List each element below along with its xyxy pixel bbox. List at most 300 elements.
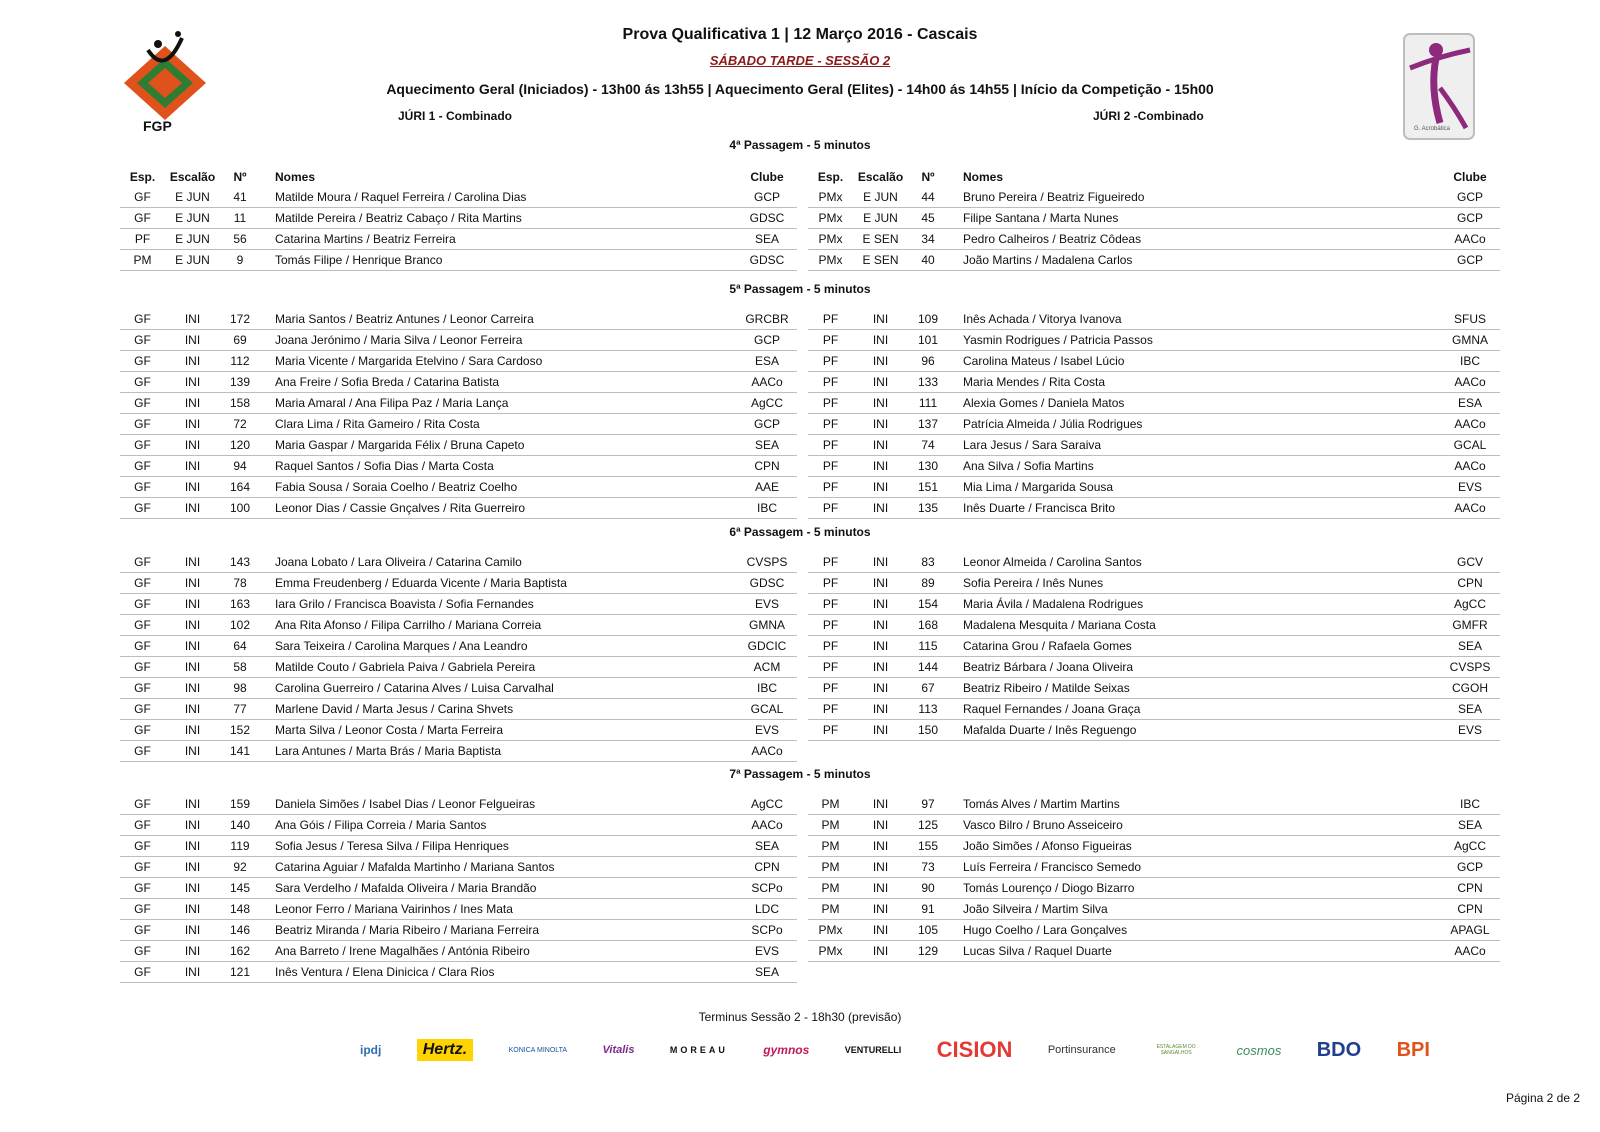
escalao-cell: INI (165, 899, 220, 920)
escalao-cell: INI (853, 414, 908, 435)
club-cell: LDC (737, 899, 797, 920)
escalao-cell: INI (853, 657, 908, 678)
names-cell: Maria Mendes / Rita Costa (948, 372, 1440, 393)
names-cell: Patrícia Almeida / Júlia Rodrigues (948, 414, 1440, 435)
section-title-7: 7ª Passagem - 5 minutos (729, 767, 871, 781)
club-cell: ESA (1440, 393, 1500, 414)
table-row (808, 878, 1500, 899)
escalao-cell: INI (853, 941, 908, 962)
club-cell: AACo (737, 815, 797, 836)
table-header-row (808, 167, 1500, 187)
club-cell: SFUS (1440, 309, 1500, 330)
club-cell: GCV (1440, 552, 1500, 573)
names-cell: Raquel Santos / Sofia Dias / Marta Costa (260, 456, 737, 477)
column-header-clube: Clube (750, 170, 784, 184)
names-cell: Bruno Pereira / Beatriz Figueiredo (948, 187, 1440, 208)
column-header-nomes: Nomes (963, 170, 1004, 184)
names-cell: Lucas Silva / Raquel Duarte (948, 941, 1440, 962)
club-cell: SCPo (737, 920, 797, 941)
number-cell: 159 (220, 794, 260, 815)
table-row (808, 552, 1500, 573)
names-cell: Ana Freire / Sofia Breda / Catarina Batista (260, 372, 737, 393)
escalao-cell: INI (853, 720, 908, 741)
number-cell: 64 (220, 636, 260, 657)
number-cell: 83 (908, 552, 948, 573)
table-row (808, 456, 1500, 477)
table-row (808, 857, 1500, 878)
sponsor-logo: VENTURELLI (844, 1045, 902, 1055)
table-row (808, 414, 1500, 435)
escalao-cell: INI (165, 941, 220, 962)
number-cell: 135 (908, 498, 948, 519)
club-cell: EVS (737, 720, 797, 741)
escalao-cell: INI (853, 435, 908, 456)
club-cell: EVS (1440, 720, 1500, 741)
table-row (808, 208, 1500, 229)
escalao-cell: INI (165, 594, 220, 615)
club-cell: EVS (1440, 477, 1500, 498)
number-cell: 90 (908, 878, 948, 899)
number-cell: 77 (220, 699, 260, 720)
sponsor-logo: ipdj (360, 1043, 382, 1057)
escalao-cell: INI (165, 477, 220, 498)
esp-cell: PF (808, 351, 853, 372)
escalao-cell: INI (165, 857, 220, 878)
number-cell: 112 (220, 351, 260, 372)
number-cell: 146 (220, 920, 260, 941)
number-cell: 109 (908, 309, 948, 330)
esp-cell: PF (808, 330, 853, 351)
names-cell: Matilde Couto / Gabriela Paiva / Gabriela Pereira (260, 657, 737, 678)
acrobatic-gymnastics-logo (1400, 28, 1480, 143)
esp-cell: PF (808, 657, 853, 678)
names-cell: Ana Rita Afonso / Filipa Carrilho / Mariana Correia (260, 615, 737, 636)
names-cell: Sofia Pereira / Inês Nunes (948, 573, 1440, 594)
esp-cell: GF (120, 657, 165, 678)
number-cell: 56 (220, 229, 260, 250)
sponsor-logo: Hertz. (417, 1039, 473, 1061)
esp-cell: GF (120, 941, 165, 962)
club-cell: GCP (1440, 250, 1500, 271)
escalao-cell: INI (853, 330, 908, 351)
sponsor-logo: BPI (1396, 1038, 1430, 1061)
table-row (120, 741, 797, 762)
esp-cell: GF (120, 456, 165, 477)
number-cell: 125 (908, 815, 948, 836)
number-cell: 96 (908, 351, 948, 372)
club-cell: SEA (1440, 699, 1500, 720)
escalao-cell: INI (853, 477, 908, 498)
esp-cell: PF (808, 678, 853, 699)
table-row (120, 435, 797, 456)
column-header-escalao: Escalão (169, 170, 216, 184)
club-cell: AACo (1440, 941, 1500, 962)
esp-cell: GF (120, 962, 165, 983)
number-cell: 91 (908, 899, 948, 920)
club-cell: CGOH (1440, 678, 1500, 699)
number-cell: 98 (220, 678, 260, 699)
esp-cell: PF (808, 309, 853, 330)
table-row (120, 636, 797, 657)
esp-cell: PM (808, 836, 853, 857)
table-row (120, 920, 797, 941)
names-cell: Matilde Moura / Raquel Ferreira / Carolina Dias (260, 187, 737, 208)
escalao-cell: E JUN (165, 187, 220, 208)
escalao-cell: INI (853, 699, 908, 720)
escalao-cell: INI (165, 498, 220, 519)
escalao-cell: INI (853, 636, 908, 657)
number-cell: 155 (908, 836, 948, 857)
table-row (808, 477, 1500, 498)
number-cell: 168 (908, 615, 948, 636)
number-cell: 100 (220, 498, 260, 519)
esp-cell: GF (120, 857, 165, 878)
escalao-cell: INI (165, 309, 220, 330)
number-cell: 41 (220, 187, 260, 208)
number-cell: 139 (220, 372, 260, 393)
names-cell: Carolina Mateus / Isabel Lúcio (948, 351, 1440, 372)
escalao-cell: INI (165, 878, 220, 899)
escalao-cell: E JUN (853, 187, 908, 208)
esp-cell: PF (808, 456, 853, 477)
table-row (120, 393, 797, 414)
esp-cell: GF (120, 573, 165, 594)
table-row (808, 899, 1500, 920)
table-row (120, 330, 797, 351)
names-cell: Iara Grilo / Francisca Boavista / Sofia Fernandes (260, 594, 737, 615)
table-header-row (120, 167, 797, 187)
escalao-cell: E JUN (165, 208, 220, 229)
number-cell: 115 (908, 636, 948, 657)
column-header-nomes: Nomes (275, 170, 316, 184)
esp-cell: GF (120, 498, 165, 519)
names-cell: Mafalda Duarte / Inês Reguengo (948, 720, 1440, 741)
names-cell: Lara Antunes / Marta Brás / Maria Baptista (260, 741, 737, 762)
table-row (808, 920, 1500, 941)
table-row (808, 393, 1500, 414)
escalao-cell: INI (853, 393, 908, 414)
esp-cell: GF (120, 678, 165, 699)
club-cell: IBC (1440, 794, 1500, 815)
section-title-5: 5ª Passagem - 5 minutos (729, 282, 871, 296)
escalao-cell: INI (165, 372, 220, 393)
names-cell: Madalena Mesquita / Mariana Costa (948, 615, 1440, 636)
schedule-line: Aquecimento Geral (Iniciados) - 13h00 ás 13h55 | Aquecimento Geral (Elites) - 14h00 ás 14h55 | Início da Competição - 15h00 (386, 81, 1214, 97)
esp-cell: GF (120, 594, 165, 615)
column-header-clube: Clube (1453, 170, 1487, 184)
names-cell: Luís Ferreira / Francisco Semedo (948, 857, 1440, 878)
club-cell: APAGL (1440, 920, 1500, 941)
esp-cell: PMx (808, 208, 853, 229)
names-cell: Beatriz Bárbara / Joana Oliveira (948, 657, 1440, 678)
table-row (120, 594, 797, 615)
esp-cell: PF (808, 435, 853, 456)
column-header-esp: Esp. (129, 170, 156, 184)
esp-cell: PF (808, 414, 853, 435)
number-cell: 133 (908, 372, 948, 393)
esp-cell: GF (120, 552, 165, 573)
names-cell: Tomás Lourenço / Diogo Bizarro (948, 878, 1440, 899)
escalao-cell: INI (165, 615, 220, 636)
names-cell: Filipe Santana / Marta Nunes (948, 208, 1440, 229)
number-cell: 9 (220, 250, 260, 271)
esp-cell: GF (120, 920, 165, 941)
sponsor-logo: BDO (1316, 1038, 1362, 1061)
escalao-cell: INI (853, 678, 908, 699)
number-cell: 58 (220, 657, 260, 678)
escalao-cell: INI (853, 794, 908, 815)
names-cell: Maria Gaspar / Margarida Félix / Bruna Capeto (260, 435, 737, 456)
table-row (808, 435, 1500, 456)
jury2-table-pass-5 (808, 309, 1500, 519)
club-cell: CPN (737, 857, 797, 878)
names-cell: Beatriz Miranda / Maria Ribeiro / Mariana Ferreira (260, 920, 737, 941)
names-cell: João Simões / Afonso Figueiras (948, 836, 1440, 857)
number-cell: 120 (220, 435, 260, 456)
table-row (120, 498, 797, 519)
esp-cell: PM (808, 794, 853, 815)
number-cell: 162 (220, 941, 260, 962)
fgp-logo-text: FGP (143, 118, 172, 134)
page-title: Prova Qualificativa 1 | 12 Março 2016 - Cascais (622, 26, 978, 43)
esp-cell: GF (120, 309, 165, 330)
esp-cell: PM (808, 878, 853, 899)
esp-cell: PMx (808, 941, 853, 962)
club-cell: GRCBR (737, 309, 797, 330)
escalao-cell: INI (165, 414, 220, 435)
club-cell: GCP (737, 187, 797, 208)
table-row (120, 857, 797, 878)
club-cell: GDSC (737, 573, 797, 594)
escalao-cell: INI (853, 456, 908, 477)
number-cell: 74 (908, 435, 948, 456)
number-cell: 101 (908, 330, 948, 351)
club-cell: EVS (737, 594, 797, 615)
number-cell: 158 (220, 393, 260, 414)
club-cell: GDSC (737, 250, 797, 271)
escalao-cell: E SEN (853, 229, 908, 250)
escalao-cell: INI (165, 573, 220, 594)
number-cell: 121 (220, 962, 260, 983)
sponsor-logo: MOREAU (669, 1045, 728, 1055)
table-row (120, 250, 797, 271)
number-cell: 145 (220, 878, 260, 899)
table-row (808, 229, 1500, 250)
names-cell: Maria Ávila / Madalena Rodrigues (948, 594, 1440, 615)
club-cell: ESA (737, 351, 797, 372)
escalao-cell: INI (165, 962, 220, 983)
sponsor-logo: cosmos (1236, 1042, 1282, 1058)
esp-cell: PMx (808, 229, 853, 250)
table-row (120, 720, 797, 741)
esp-cell: GF (120, 208, 165, 229)
table-row (808, 187, 1500, 208)
escalao-cell: INI (165, 678, 220, 699)
club-cell: AgCC (737, 393, 797, 414)
club-cell: IBC (1440, 351, 1500, 372)
jury1-table-pass-6 (120, 552, 797, 762)
esp-cell: GF (120, 794, 165, 815)
esp-cell: PF (808, 477, 853, 498)
jury1-table-pass-4 (120, 167, 797, 271)
table-row (808, 250, 1500, 271)
esp-cell: GF (120, 815, 165, 836)
club-cell: AACo (737, 372, 797, 393)
names-cell: Raquel Fernandes / Joana Graça (948, 699, 1440, 720)
names-cell: Fabia Sousa / Soraia Coelho / Beatriz Coelho (260, 477, 737, 498)
escalao-cell: E JUN (853, 208, 908, 229)
number-cell: 67 (908, 678, 948, 699)
esp-cell: PF (808, 552, 853, 573)
table-row (120, 699, 797, 720)
escalao-cell: E JUN (165, 250, 220, 271)
club-cell: AgCC (1440, 836, 1500, 857)
escalao-cell: E JUN (165, 229, 220, 250)
club-cell: GCAL (737, 699, 797, 720)
number-cell: 113 (908, 699, 948, 720)
esp-cell: PF (808, 498, 853, 519)
club-cell: CPN (1440, 573, 1500, 594)
esp-cell: PF (808, 594, 853, 615)
table-row (120, 552, 797, 573)
names-cell: Leonor Ferro / Mariana Vairinhos / Ines Mata (260, 899, 737, 920)
esp-cell: GF (120, 372, 165, 393)
esp-cell: GF (120, 836, 165, 857)
names-cell: Ana Barreto / Irene Magalhães / Antónia Ribeiro (260, 941, 737, 962)
table-row (808, 351, 1500, 372)
section-title-6: 6ª Passagem - 5 minutos (729, 525, 871, 539)
names-cell: Ana Góis / Filipa Correia / Maria Santos (260, 815, 737, 836)
sponsor-logo: Portinsurance (1047, 1044, 1116, 1056)
esp-cell: GF (120, 330, 165, 351)
jury2-table-pass-4 (808, 167, 1500, 271)
table-row (808, 815, 1500, 836)
sponsor-logo: KONICA MINOLTA (508, 1046, 568, 1054)
sponsor-strip (360, 1030, 1430, 1070)
names-cell: Sofia Jesus / Teresa Silva / Filipa Henriques (260, 836, 737, 857)
names-cell: Emma Freudenberg / Eduarda Vicente / Maria Baptista (260, 573, 737, 594)
escalao-cell: INI (853, 815, 908, 836)
esp-cell: GF (120, 636, 165, 657)
table-row (808, 573, 1500, 594)
club-cell: SCPo (737, 878, 797, 899)
table-row (808, 372, 1500, 393)
escalao-cell: INI (165, 393, 220, 414)
escalao-cell: INI (853, 309, 908, 330)
names-cell: Joana Lobato / Lara Oliveira / Catarina Camilo (260, 552, 737, 573)
escalao-cell: INI (853, 878, 908, 899)
number-cell: 40 (908, 250, 948, 271)
column-header-escalao: Escalão (857, 170, 904, 184)
club-cell: GDCIC (737, 636, 797, 657)
table-row (120, 229, 797, 250)
club-cell: AACo (1440, 456, 1500, 477)
esp-cell: PMx (808, 920, 853, 941)
number-cell: 89 (908, 573, 948, 594)
names-cell: Yasmin Rodrigues / Patricia Passos (948, 330, 1440, 351)
club-cell: EVS (737, 941, 797, 962)
escalao-cell: INI (165, 657, 220, 678)
number-cell: 45 (908, 208, 948, 229)
club-cell: CPN (737, 456, 797, 477)
escalao-cell: INI (165, 435, 220, 456)
acrobatic-logo-text: G. Acrobática (1414, 126, 1451, 132)
esp-cell: GF (120, 477, 165, 498)
names-cell: Matilde Pereira / Beatriz Cabaço / Rita Martins (260, 208, 737, 229)
esp-cell: PM (808, 815, 853, 836)
club-cell: GCP (1440, 208, 1500, 229)
names-cell: Clara Lima / Rita Gameiro / Rita Costa (260, 414, 737, 435)
table-row (120, 836, 797, 857)
names-cell: Inês Ventura / Elena Dinicica / Clara Rios (260, 962, 737, 983)
table-row (120, 878, 797, 899)
session-end-note: Terminus Sessão 2 - 18h30 (previsão) (698, 1010, 902, 1024)
table-row (120, 899, 797, 920)
number-cell: 102 (220, 615, 260, 636)
number-cell: 129 (908, 941, 948, 962)
number-cell: 150 (908, 720, 948, 741)
table-row (808, 330, 1500, 351)
escalao-cell: INI (165, 720, 220, 741)
names-cell: Alexia Gomes / Daniela Matos (948, 393, 1440, 414)
escalao-cell: INI (853, 372, 908, 393)
number-cell: 137 (908, 414, 948, 435)
number-cell: 144 (908, 657, 948, 678)
names-cell: Pedro Calheiros / Beatriz Côdeas (948, 229, 1440, 250)
names-cell: Maria Vicente / Margarida Etelvino / Sara Cardoso (260, 351, 737, 372)
esp-cell: GF (120, 720, 165, 741)
number-cell: 164 (220, 477, 260, 498)
escalao-cell: INI (165, 699, 220, 720)
names-cell: Tomás Alves / Martim Martins (948, 794, 1440, 815)
jury-2-label: JÚRI 2 -Combinado (1093, 109, 1204, 123)
table-row (120, 678, 797, 699)
esp-cell: PF (808, 372, 853, 393)
esp-cell: GF (120, 414, 165, 435)
names-cell: Mia Lima / Margarida Sousa (948, 477, 1440, 498)
esp-cell: PM (808, 857, 853, 878)
number-cell: 154 (908, 594, 948, 615)
esp-cell: GF (120, 187, 165, 208)
jury2-table-pass-7 (808, 794, 1500, 962)
table-row (120, 794, 797, 815)
names-cell: Catarina Aguiar / Mafalda Martinho / Mariana Santos (260, 857, 737, 878)
names-cell: Marta Silva / Leonor Costa / Marta Ferreira (260, 720, 737, 741)
table-row (120, 615, 797, 636)
names-cell: Leonor Almeida / Carolina Santos (948, 552, 1440, 573)
esp-cell: GF (120, 393, 165, 414)
club-cell: AACo (1440, 414, 1500, 435)
table-row (808, 309, 1500, 330)
jury1-table-pass-7 (120, 794, 797, 983)
club-cell: SEA (737, 962, 797, 983)
table-row (120, 414, 797, 435)
table-row (120, 573, 797, 594)
table-row (120, 941, 797, 962)
club-cell: GDSC (737, 208, 797, 229)
sponsor-logo: CISION (936, 1037, 1013, 1062)
escalao-cell: INI (853, 351, 908, 372)
esp-cell: PMx (808, 250, 853, 271)
escalao-cell: INI (853, 594, 908, 615)
escalao-cell: INI (853, 573, 908, 594)
table-row (120, 477, 797, 498)
table-row (808, 720, 1500, 741)
names-cell: Vasco Bilro / Bruno Asseiceiro (948, 815, 1440, 836)
esp-cell: PM (808, 899, 853, 920)
table-row (808, 498, 1500, 519)
names-cell: Hugo Coelho / Lara Gonçalves (948, 920, 1440, 941)
